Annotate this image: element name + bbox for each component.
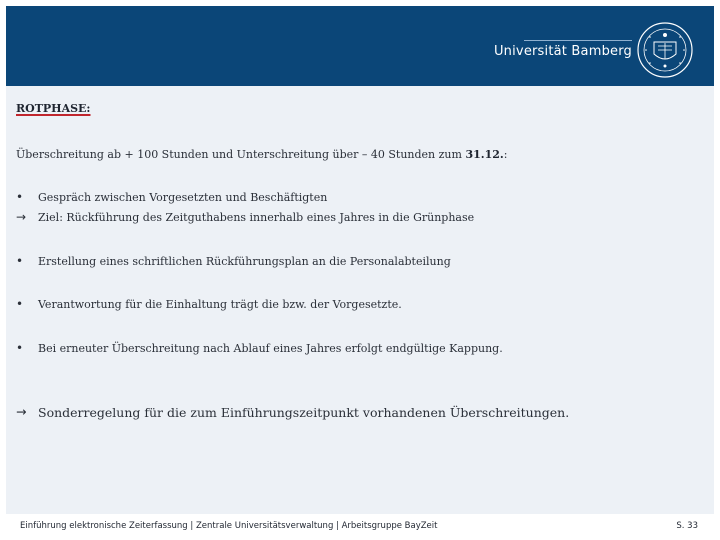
bullet-icon: •	[16, 341, 24, 355]
arrow-right-icon: →	[16, 210, 27, 224]
bullet-item-4: Bei erneuter Überschreitung nach Ablauf eines Jahres erfolgt endgültige Kappung.	[38, 342, 503, 355]
intro-line	[16, 148, 507, 161]
closing-note: Sonderregelung für die zum Einführungszeitpunkt vorhandenen Überschreitungen.	[38, 405, 570, 420]
bullet-item-2: Erstellung eines schriftlichen Rückführungsplan an die Personalabteilung	[38, 255, 451, 268]
header-bar	[6, 6, 714, 86]
university-name: Universität Bamberg	[493, 44, 632, 59]
intro-prefix: Überschreitung ab + 100 Stunden und Unterschreitung über – 40 Stunden zum	[16, 148, 466, 161]
bullet-item-1-goal: Ziel: Rückführung des Zeitguthabens innerhalb eines Jahres in die Grünphase	[38, 211, 475, 224]
bullet-icon: •	[16, 190, 24, 204]
footer-text: Einführung elektronische Zeiterfassung | Zentrale Universitätsverwaltung | Arbeitsgruppe BayZeit	[20, 521, 438, 531]
footer	[0, 515, 720, 540]
bullet-item-3: Verantwortung für die Einhaltung trägt die bzw. der Vorgesetzte.	[38, 298, 402, 311]
intro-date: 31.12.	[465, 148, 504, 161]
arrow-right-icon: →	[16, 404, 27, 419]
intro-suffix: :	[503, 148, 508, 161]
bullet-icon: •	[16, 254, 24, 268]
section-heading: ROTPHASE:	[16, 102, 91, 115]
bullet-icon: •	[16, 297, 24, 311]
header-divider	[524, 40, 632, 41]
university-seal-icon	[636, 20, 694, 80]
page-number: S. 33	[676, 521, 698, 531]
bullet-item-1: Gespräch zwischen Vorgesetzten und Beschäftigten	[38, 191, 328, 204]
